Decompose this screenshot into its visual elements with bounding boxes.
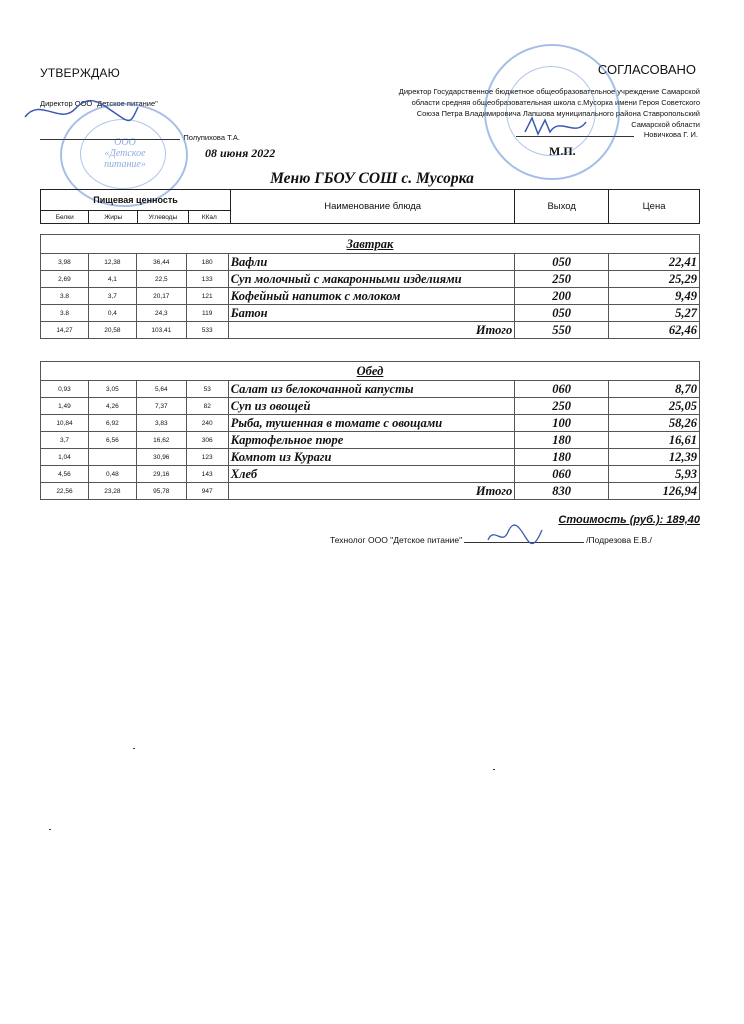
scan-speck: [49, 829, 51, 830]
cell-fats: 3,05: [88, 381, 136, 398]
cell-proteins: 0,93: [41, 381, 89, 398]
total-carbs: 103,41: [136, 322, 186, 339]
scan-speck: [493, 769, 495, 770]
total-yield: 830: [515, 483, 609, 500]
table-row: [41, 466, 700, 483]
cell-proteins: 3,7: [41, 432, 89, 449]
cell-yield: 050: [515, 305, 609, 322]
seal-label: М.П.: [549, 144, 576, 158]
total-row: [41, 483, 700, 500]
cell-dish: Батон: [228, 305, 515, 322]
table-row: [41, 449, 700, 466]
table-row: [41, 432, 700, 449]
header-nutrition: Пищевая ценность: [41, 190, 231, 211]
cell-proteins: 3.8: [41, 288, 89, 305]
approver-signature: [20, 95, 140, 135]
total-cost: Стоимость (руб.): 189,40: [558, 514, 700, 526]
cell-dish: Компот из Кураги: [228, 449, 515, 466]
cell-proteins: 3.8: [41, 305, 89, 322]
cell-kcal: 240: [186, 415, 228, 432]
cell-carbs: 24,3: [136, 305, 186, 322]
cell-carbs: 30,96: [136, 449, 186, 466]
cell-proteins: 10,84: [41, 415, 89, 432]
header-carbs: Углеводы: [137, 211, 188, 224]
cell-fats: 0,48: [88, 466, 136, 483]
cell-yield: 050: [515, 254, 609, 271]
total-fats: 23,28: [88, 483, 136, 500]
stamp-text: ООО «Детское питание»: [104, 137, 146, 170]
cell-yield: 180: [515, 449, 609, 466]
cell-kcal: 119: [186, 305, 228, 322]
cell-carbs: 29,16: [136, 466, 186, 483]
cell-price: 25,29: [609, 271, 700, 288]
cell-price: 9,49: [609, 288, 700, 305]
cell-kcal: 123: [186, 449, 228, 466]
cell-carbs: 5,64: [136, 381, 186, 398]
technologist-prefix: Технолог ООО "Детское питание": [330, 535, 463, 545]
cell-dish: Рыба, тушенная в томате с овощами: [228, 415, 515, 432]
total-proteins: 22,56: [41, 483, 89, 500]
cell-price: 58,26: [609, 415, 700, 432]
cell-yield: 250: [515, 398, 609, 415]
cell-yield: 060: [515, 381, 609, 398]
header-yield: Выход: [515, 190, 609, 224]
table-row: [41, 254, 700, 271]
cell-yield: 060: [515, 466, 609, 483]
agree-label: СОГЛАСОВАНО: [597, 62, 696, 77]
cell-price: 8,70: [609, 381, 700, 398]
cell-price: 16,61: [609, 432, 700, 449]
total-label: Итого: [228, 322, 515, 339]
total-price: 126,94: [609, 483, 700, 500]
total-proteins: 14,27: [41, 322, 89, 339]
cell-carbs: 7,37: [136, 398, 186, 415]
cell-yield: 100: [515, 415, 609, 432]
cell-price: 22,41: [609, 254, 700, 271]
total-carbs: 95,78: [136, 483, 186, 500]
total-fats: 20,58: [88, 322, 136, 339]
cell-price: 12,39: [609, 449, 700, 466]
table-row: [41, 415, 700, 432]
header-proteins: Белки: [41, 211, 89, 224]
cell-proteins: 2,69: [41, 271, 89, 288]
cell-carbs: 22,5: [136, 271, 186, 288]
cell-carbs: 20,17: [136, 288, 186, 305]
approver-name: Полупихова Т.А.: [183, 133, 240, 142]
cell-fats: 12,38: [88, 254, 136, 271]
approve-label: УТВЕРЖДАЮ: [40, 66, 120, 80]
table-row: [41, 305, 700, 322]
cell-carbs: 16,62: [136, 432, 186, 449]
total-yield: 550: [515, 322, 609, 339]
agreer-title: Директор Государственное бюджетное общеобразовательное учреждение Самарской области средняя общеобразовательная школа с.Мусорка имени Героя Советского Союза Петра Владимировича Лапшова муниципального района Ставропольский Самарской области: [398, 87, 700, 129]
cell-dish: Суп из овощей: [228, 398, 515, 415]
header-fats: Жиры: [89, 211, 137, 224]
cell-carbs: 3,83: [136, 415, 186, 432]
cell-fats: [88, 449, 136, 466]
cell-dish: Вафли: [228, 254, 515, 271]
cell-price: 5,93: [609, 466, 700, 483]
header-price: Цена: [609, 190, 700, 224]
cell-fats: 4,26: [88, 398, 136, 415]
total-kcal: 947: [186, 483, 228, 500]
cell-dish: Кофейный напиток с молоком: [228, 288, 515, 305]
approver-title: Директор ООО "Детское питание": [40, 99, 158, 108]
total-kcal: 533: [186, 322, 228, 339]
total-row: [41, 322, 700, 339]
cell-kcal: 133: [186, 271, 228, 288]
agreer-signature: [520, 112, 590, 142]
lunch-heading: Обед: [41, 362, 700, 381]
cell-kcal: 121: [186, 288, 228, 305]
breakfast-table: [40, 234, 700, 339]
cell-kcal: 82: [186, 398, 228, 415]
cell-kcal: 306: [186, 432, 228, 449]
technologist-signature: [484, 524, 544, 548]
table-row: [41, 381, 700, 398]
cell-dish: Суп молочный с макаронными изделиями: [228, 271, 515, 288]
cell-carbs: 36,44: [136, 254, 186, 271]
cell-kcal: 143: [186, 466, 228, 483]
cell-price: 5,27: [609, 305, 700, 322]
cell-kcal: 180: [186, 254, 228, 271]
cell-dish: Картофельное пюре: [228, 432, 515, 449]
cell-yield: 200: [515, 288, 609, 305]
agreer-name: Новичкова Г. И.: [643, 130, 698, 139]
cell-dish: Хлеб: [228, 466, 515, 483]
approval-date: 08 июня 2022: [205, 146, 276, 160]
cell-price: 25,05: [609, 398, 700, 415]
table-row: [41, 271, 700, 288]
technologist-name: /Подрезова Е.В./: [586, 535, 652, 545]
scan-speck: [133, 748, 135, 749]
cell-proteins: 3,98: [41, 254, 89, 271]
cell-dish: Салат из белокочанной капусты: [228, 381, 515, 398]
cell-yield: 250: [515, 271, 609, 288]
header-dish: Наименование блюда: [231, 190, 515, 224]
cell-proteins: 1,04: [41, 449, 89, 466]
cell-proteins: 4,56: [41, 466, 89, 483]
cell-yield: 180: [515, 432, 609, 449]
header-table: [40, 189, 700, 224]
cell-proteins: 1,49: [41, 398, 89, 415]
total-price: 62,46: [609, 322, 700, 339]
header-kcal: ККал: [188, 211, 231, 224]
menu-title: Меню ГБОУ СОШ с. Мусорка: [270, 170, 474, 187]
cell-fats: 6,92: [88, 415, 136, 432]
lunch-table: [40, 361, 700, 500]
cell-fats: 4,1: [88, 271, 136, 288]
table-row: [41, 398, 700, 415]
breakfast-heading: Завтрак: [41, 235, 700, 254]
cell-fats: 6,56: [88, 432, 136, 449]
cell-kcal: 53: [186, 381, 228, 398]
table-row: [41, 288, 700, 305]
total-label: Итого: [228, 483, 515, 500]
cell-fats: 3,7: [88, 288, 136, 305]
cell-fats: 0,4: [88, 305, 136, 322]
